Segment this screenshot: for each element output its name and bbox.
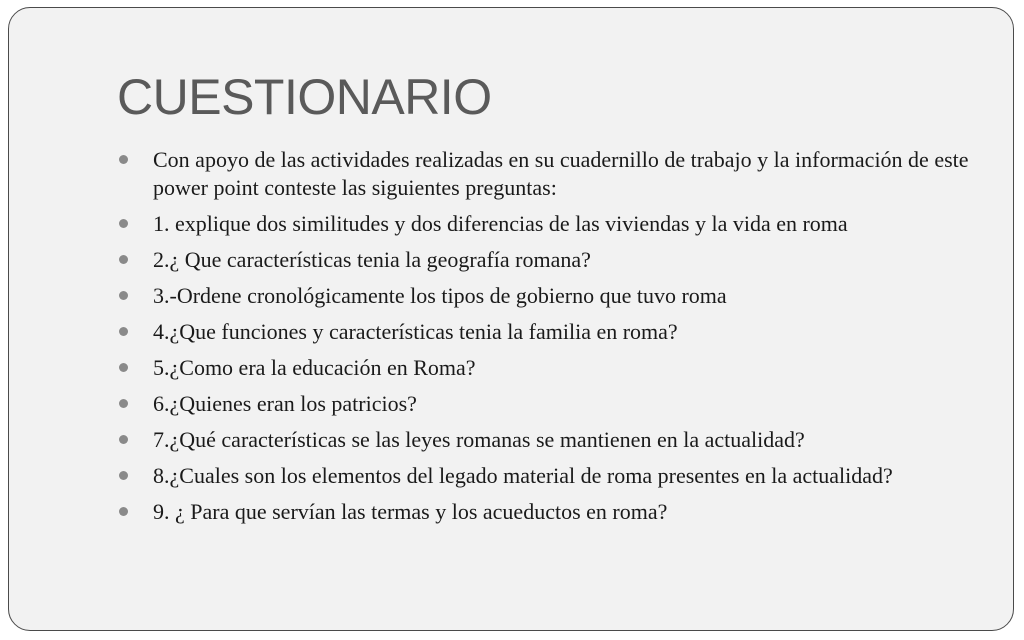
list-item xyxy=(119,390,969,418)
bullet-dot-icon xyxy=(119,255,128,264)
list-item xyxy=(119,318,969,346)
bullet-text: 7.¿Qué características se las leyes romanas se mantienen en la actualidad? xyxy=(153,427,805,452)
bullet-dot-icon xyxy=(119,507,128,516)
bullet-dot-icon xyxy=(119,471,128,480)
list-item xyxy=(119,354,969,382)
bullet-dot-icon xyxy=(119,435,128,444)
bullet-text: 1. explique dos similitudes y dos diferencias de las viviendas y la vida en roma xyxy=(153,211,848,236)
list-item xyxy=(119,210,969,238)
bullet-text: Con apoyo de las actividades realizadas en su cuadernillo de trabajo y la información de este power point conteste las siguientes preguntas: xyxy=(153,147,969,200)
bullet-dot-icon xyxy=(119,219,128,228)
list-item xyxy=(119,498,969,526)
bullet-text: 4.¿Que funciones y características tenia la familia en roma? xyxy=(153,319,678,344)
list-item xyxy=(119,282,969,310)
bullet-text: 5.¿Como era la educación en Roma? xyxy=(153,355,476,380)
bullet-dot-icon xyxy=(119,155,128,164)
bullet-text: 6.¿Quienes eran los patricios? xyxy=(153,391,417,416)
bullet-list xyxy=(119,146,969,534)
list-item xyxy=(119,426,969,454)
list-item xyxy=(119,146,969,202)
bullet-text: 9. ¿ Para que servían las termas y los acueductos en roma? xyxy=(153,499,668,524)
list-item xyxy=(119,462,969,490)
bullet-text: 3.-Ordene cronológicamente los tipos de gobierno que tuvo roma xyxy=(153,283,727,308)
bullet-dot-icon xyxy=(119,327,128,336)
slide xyxy=(8,7,1014,631)
bullet-text: 2.¿ Que características tenia la geografía romana? xyxy=(153,247,591,272)
bullet-dot-icon xyxy=(119,363,128,372)
bullet-dot-icon xyxy=(119,291,128,300)
bullet-dot-icon xyxy=(119,399,128,408)
slide-title: CUESTIONARIO xyxy=(117,69,492,125)
list-item xyxy=(119,246,969,274)
bullet-text: 8.¿Cuales son los elementos del legado material de roma presentes en la actualidad? xyxy=(153,463,893,488)
